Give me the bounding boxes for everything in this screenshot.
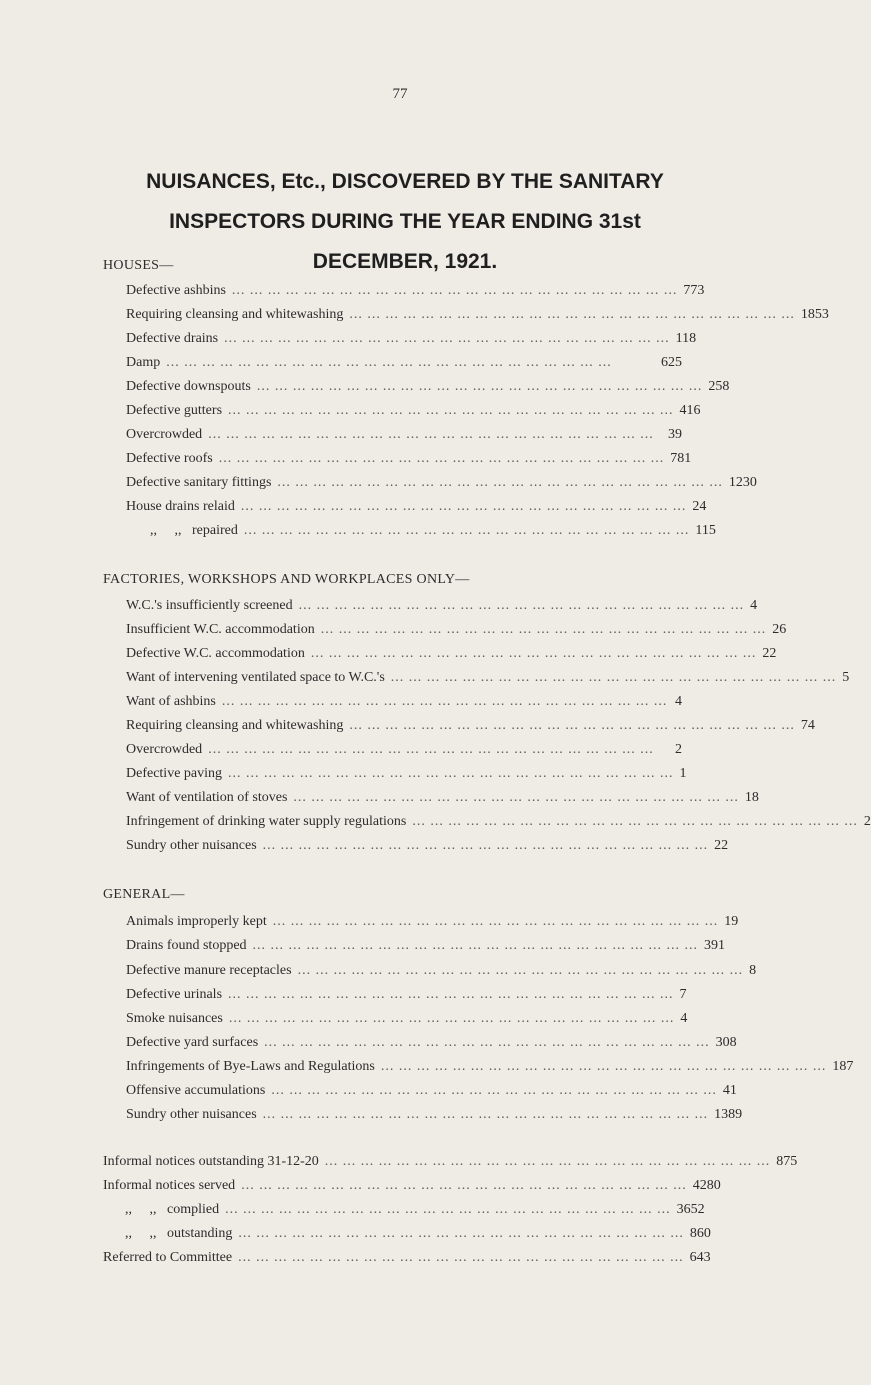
item-value: 22 [762, 646, 777, 661]
item-value: 2 [675, 742, 682, 757]
list-item: Animals improperly kept ... ... ... ... ... ... ... ... ... ... ... ... ... ... ... ... ... ... ... ... ... ... ... ... ... 19 [126, 912, 682, 932]
item-label: Defective paving [126, 766, 223, 781]
item-value: 3652 [676, 1202, 705, 1217]
item-value: 41 [722, 1083, 737, 1098]
item-value: 860 [689, 1226, 711, 1241]
list-item: House drains relaid ... ... ... ... ... ... ... ... ... ... ... ... ... ... ... ... ... ... ... ... ... ... ... ... ... 24 [126, 497, 682, 517]
section-heading-general: GENERAL— [103, 887, 185, 902]
item-label: Informal notices outstanding 31-12-20 [103, 1154, 319, 1169]
item-label: House drains relaid [126, 499, 235, 514]
item-value: 1230 [728, 475, 757, 490]
list-item: Sundry other nuisances ... ... ... ... ... ... ... ... ... ... ... ... ... ... ... ... ... ... ... ... ... ... ... ... ... 1389 [126, 1105, 682, 1125]
item-value: 1 [679, 766, 687, 781]
item-label: Defective sanitary fittings [126, 475, 272, 490]
item-label: ,, ,, complied [125, 1202, 220, 1217]
item-value: 7 [679, 987, 687, 1002]
item-value: 26 [772, 622, 787, 637]
list-item: Informal notices outstanding 31-12-20 ... ... ... ... ... ... ... ... ... ... ... ... ... ... ... ... ... ... ... ... ... ... ... ... ... 875 [103, 1152, 682, 1172]
list-item: ,, ,, complied ... ... ... ... ... ... ... ... ... ... ... ... ... ... ... ... ... ... ... ... ... ... ... ... ... 3652 [103, 1200, 682, 1220]
item-value: 8 [749, 963, 757, 978]
list-item: Defective paving ... ... ... ... ... ... ... ... ... ... ... ... ... ... ... ... ... ... ... ... ... ... ... ... ... 1 [126, 764, 682, 784]
item-value: 115 [695, 523, 716, 538]
item-value: 781 [670, 451, 692, 466]
page-number: 77 [392, 86, 408, 102]
item-label: Sundry other nuisances [126, 838, 257, 853]
list-item: Overcrowded ... ... ... ... ... ... ... ... ... ... ... ... ... ... ... ... ... ... ... ... ... ... ... ... ... 39 [126, 425, 682, 445]
item-label: Sundry other nuisances [126, 1107, 257, 1122]
list-item: Defective manure receptacles ... ... ... ... ... ... ... ... ... ... ... ... ... ... ... ... ... ... ... ... ... ... ... ... ... 8 [126, 961, 682, 981]
item-value: 4280 [692, 1178, 721, 1193]
list-item: Defective drains ... ... ... ... ... ... ... ... ... ... ... ... ... ... ... ... ... ... ... ... ... ... ... ... ... 118 [126, 329, 682, 349]
item-label: Defective W.C. accommodation [126, 646, 305, 661]
item-label: Want of intervening ventilated space to W.C.'s [126, 670, 385, 685]
list-item: Requiring cleansing and whitewashing ... ... ... ... ... ... ... ... ... ... ... ... ... ... ... ... ... ... ... ... ... ... ... ... ... 74 [126, 716, 682, 736]
list-item: Infringement of drinking water supply regulations ... ... ... ... ... ... ... ... ... ... ... ... ... ... ... ... ... ... ... ... ... ... ... ... ... 2 [126, 812, 682, 832]
list-item: Referred to Committee ... ... ... ... ... ... ... ... ... ... ... ... ... ... ... ... ... ... ... ... ... ... ... ... ... 643 [103, 1248, 682, 1268]
list-item: Want of ventilation of stoves ... ... ... ... ... ... ... ... ... ... ... ... ... ... ... ... ... ... ... ... ... ... ... ... ... 18 [126, 788, 682, 808]
list-item: Defective gutters ... ... ... ... ... ... ... ... ... ... ... ... ... ... ... ... ... ... ... ... ... ... ... ... ... 416 [126, 401, 682, 421]
item-value: 19 [724, 914, 739, 929]
item-value: 773 [683, 283, 705, 298]
section-heading-houses: HOUSES— [103, 258, 174, 273]
item-value: 258 [708, 379, 730, 394]
list-item: ,, ,, outstanding ... ... ... ... ... ... ... ... ... ... ... ... ... ... ... ... ... ... ... ... ... ... ... ... ... 860 [103, 1224, 682, 1244]
item-label: Referred to Committee [103, 1250, 233, 1265]
item-label: Defective urinals [126, 987, 223, 1002]
item-value: 416 [679, 403, 701, 418]
item-label: Drains found stopped [126, 938, 247, 953]
list-item: Want of intervening ventilated space to W.C.'s ... ... ... ... ... ... ... ... ... ... ... ... ... ... ... ... ... ... ... ... ... ... ... ... ... 5 [126, 668, 682, 688]
item-label: Infringements of Bye-Laws and Regulations [126, 1059, 375, 1074]
item-value: 187 [832, 1059, 854, 1074]
list-item: Drains found stopped ... ... ... ... ... ... ... ... ... ... ... ... ... ... ... ... ... ... ... ... ... ... ... ... ... 391 [126, 936, 682, 956]
item-label: Defective manure receptacles [126, 963, 292, 978]
list-item: W.C.'s insufficiently screened ... ... ... ... ... ... ... ... ... ... ... ... ... ... ... ... ... ... ... ... ... ... ... ... ... 4 [126, 596, 682, 616]
item-label: Defective drains [126, 331, 219, 346]
item-label: Requiring cleansing and whitewashing [126, 307, 344, 322]
section-heading-factories: FACTORIES, WORKSHOPS AND WORKPLACES ONLY— [103, 572, 470, 587]
item-value: 308 [715, 1035, 737, 1050]
item-label: Defective downspouts [126, 379, 251, 394]
item-value: 24 [692, 499, 707, 514]
item-value: 1389 [714, 1107, 743, 1122]
list-item: Defective roofs ... ... ... ... ... ... ... ... ... ... ... ... ... ... ... ... ... ... ... ... ... ... ... ... ... 781 [126, 449, 682, 469]
item-label: Requiring cleansing and whitewashing [126, 718, 344, 733]
item-value: 4 [675, 694, 682, 709]
item-label: ,, ,, outstanding [125, 1226, 233, 1241]
item-value: 39 [668, 427, 682, 442]
item-value: 118 [675, 331, 697, 346]
item-value: 643 [689, 1250, 711, 1265]
item-value: 1853 [800, 307, 829, 322]
item-value: 625 [661, 355, 682, 370]
item-label: Defective gutters [126, 403, 223, 418]
item-label: Defective yard surfaces [126, 1035, 259, 1050]
item-label: Want of ashbins [126, 694, 216, 709]
item-label: Infringement of drinking water supply regulations [126, 814, 407, 829]
item-label: Offensive accumulations [126, 1083, 266, 1098]
list-item: Overcrowded ... ... ... ... ... ... ... ... ... ... ... ... ... ... ... ... ... ... ... ... ... ... ... ... ... 2 [126, 740, 682, 760]
list-item: Defective urinals ... ... ... ... ... ... ... ... ... ... ... ... ... ... ... ... ... ... ... ... ... ... ... ... ... 7 [126, 985, 682, 1005]
item-value: 4 [750, 598, 758, 613]
item-label: Damp [126, 355, 161, 370]
item-value: 2 [863, 814, 871, 829]
list-item: Want of ashbins ... ... ... ... ... ... ... ... ... ... ... ... ... ... ... ... ... ... ... ... ... ... ... ... ... 4 [126, 692, 682, 712]
item-label: W.C.'s insufficiently screened [126, 598, 293, 613]
list-item: Smoke nuisances ... ... ... ... ... ... ... ... ... ... ... ... ... ... ... ... ... ... ... ... ... ... ... ... ... 4 [126, 1009, 682, 1029]
item-label: Overcrowded [126, 427, 203, 442]
item-label: Informal notices served [103, 1178, 236, 1193]
item-value: 875 [776, 1154, 798, 1169]
list-item: Defective sanitary fittings ... ... ... ... ... ... ... ... ... ... ... ... ... ... ... ... ... ... ... ... ... ... ... ... ... 1230 [126, 473, 682, 493]
list-item: ,, ,, repaired ... ... ... ... ... ... ... ... ... ... ... ... ... ... ... ... ... ... ... ... ... ... ... ... ... 115 [126, 521, 682, 541]
item-value: 391 [704, 938, 726, 953]
list-item: Sundry other nuisances ... ... ... ... ... ... ... ... ... ... ... ... ... ... ... ... ... ... ... ... ... ... ... ... ... 22 [126, 836, 682, 856]
title-line-3: DECEMBER, 1921. [312, 250, 498, 273]
list-item: Damp ... ... ... ... ... ... ... ... ... ... ... ... ... ... ... ... ... ... ... ... ... ... ... ... ... 625 [126, 353, 682, 373]
item-label: ,, ,, repaired [150, 523, 238, 538]
item-value: 5 [842, 670, 850, 685]
item-label: Defective roofs [126, 451, 213, 466]
item-label: Smoke nuisances [126, 1011, 223, 1026]
list-item: Defective ashbins ... ... ... ... ... ... ... ... ... ... ... ... ... ... ... ... ... ... ... ... ... ... ... ... ... 773 [126, 281, 682, 301]
title-line-2: INSPECTORS DURING THE YEAR ENDING 31st [169, 210, 641, 233]
list-item: Requiring cleansing and whitewashing ... ... ... ... ... ... ... ... ... ... ... ... ... ... ... ... ... ... ... ... ... ... ... ... ... 1853 [126, 305, 682, 325]
item-label: Defective ashbins [126, 283, 226, 298]
item-value: 18 [744, 790, 759, 805]
title-line-1: NUISANCES, Etc., DISCOVERED BY THE SANITARY [146, 170, 664, 193]
list-item: Infringements of Bye-Laws and Regulations ... ... ... ... ... ... ... ... ... ... ... ... ... ... ... ... ... ... ... ... ... ... ... ... ... 187 [126, 1057, 682, 1077]
item-label: Overcrowded [126, 742, 203, 757]
item-label: Insufficient W.C. accommodation [126, 622, 315, 637]
list-item: Insufficient W.C. accommodation ... ... ... ... ... ... ... ... ... ... ... ... ... ... ... ... ... ... ... ... ... ... ... ... ... 26 [126, 620, 682, 640]
list-item: Defective W.C. accommodation ... ... ... ... ... ... ... ... ... ... ... ... ... ... ... ... ... ... ... ... ... ... ... ... ... 22 [126, 644, 682, 664]
item-label: Want of ventilation of stoves [126, 790, 288, 805]
item-value: 22 [714, 838, 729, 853]
item-value: 4 [680, 1011, 688, 1026]
item-value: 74 [800, 718, 815, 733]
list-item: Defective yard surfaces ... ... ... ... ... ... ... ... ... ... ... ... ... ... ... ... ... ... ... ... ... ... ... ... ... 308 [126, 1033, 682, 1053]
list-item: Defective downspouts ... ... ... ... ... ... ... ... ... ... ... ... ... ... ... ... ... ... ... ... ... ... ... ... ... 258 [126, 377, 682, 397]
list-item: Offensive accumulations ... ... ... ... ... ... ... ... ... ... ... ... ... ... ... ... ... ... ... ... ... ... ... ... ... 41 [126, 1081, 682, 1101]
item-label: Animals improperly kept [126, 914, 267, 929]
list-item: Informal notices served ... ... ... ... ... ... ... ... ... ... ... ... ... ... ... ... ... ... ... ... ... ... ... ... ... 4280 [103, 1176, 682, 1196]
